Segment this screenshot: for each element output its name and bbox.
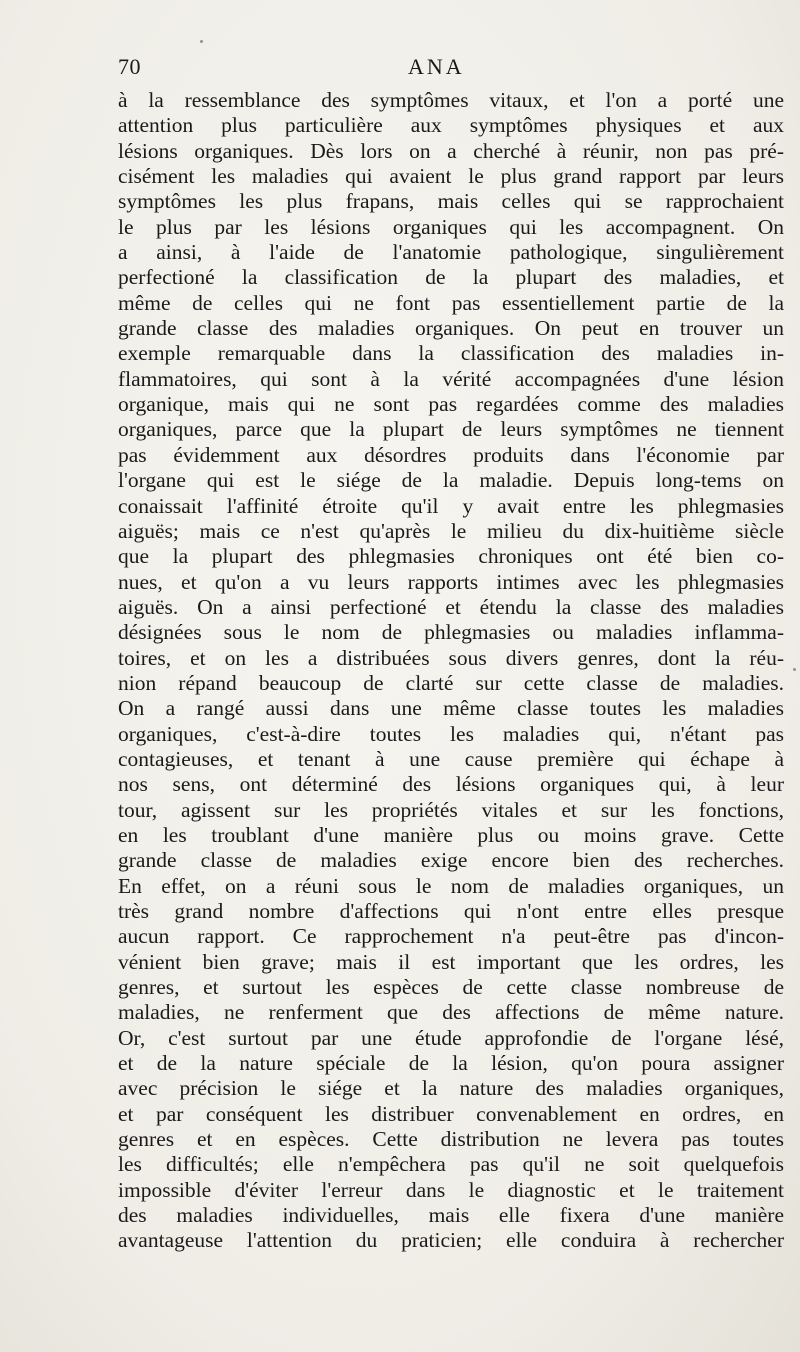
ink-speck [200, 40, 203, 43]
text-line: avantageuse l'attention du praticien; elle conduira à rechercher [118, 1228, 784, 1253]
text-line: a ainsi, à l'aide de l'anatomie pathologique, singulièrement [118, 240, 784, 265]
text-line: nues, et qu'on a vu leurs rapports intimes avec les phlegmasies [118, 569, 784, 594]
text-line: nion répand beaucoup de clarté sur cette classe de maladies. [118, 670, 784, 695]
text-line: genres et en espèces. Cette distribution ne levera pas toutes [118, 1127, 784, 1152]
text-line: désignées sous le nom de phlegmasies ou maladies inflamma- [118, 620, 784, 645]
ink-speck [793, 668, 796, 671]
text-line: lésions organiques. Dès lors on a cherché à réunir, non pas pré- [118, 138, 784, 163]
text-line: nos sens, ont déterminé des lésions organiques qui, à leur [118, 772, 784, 797]
text-line: On a rangé aussi dans une même classe toutes les maladies [118, 696, 784, 721]
text-line: les difficultés; elle n'empêchera pas qu'il ne soit quelquefois [118, 1152, 784, 1177]
text-line: impossible d'éviter l'erreur dans le diagnostic et le traitement [118, 1177, 784, 1202]
text-line: organique, mais qui ne sont pas regardées comme des maladies [118, 392, 784, 417]
text-line: organiques, c'est-à-dire toutes les maladies qui, n'étant pas [118, 721, 784, 746]
body-text [118, 88, 784, 1254]
page-header [118, 54, 738, 86]
text-line: même de celles qui ne font pas essentiellement partie de la [118, 290, 784, 315]
text-line: flammatoires, qui sont à la vérité accompagnées d'une lésion [118, 366, 784, 391]
text-line: genres, et surtout les espèces de cette classe nombreuse de [118, 975, 784, 1000]
text-line: en les troublant d'une manière plus ou moins grave. Cette [118, 822, 784, 847]
text-line: des maladies individuelles, mais elle fixera d'une manière [118, 1203, 784, 1228]
running-head: ANA [408, 54, 465, 79]
text-line: l'organe qui est le siége de la maladie. Depuis long-tems on [118, 468, 784, 493]
text-line: aiguës. On a ainsi perfectioné et étendu la classe des maladies [118, 594, 784, 619]
text-line: grande classe de maladies exige encore bien des recherches. [118, 848, 784, 873]
text-line: avec précision le siége et la nature des maladies organiques, [118, 1076, 784, 1101]
text-line: contagieuses, et tenant à une cause première qui échape à [118, 746, 784, 771]
text-line: perfectioné la classification de la plupart des maladies, et [118, 265, 784, 290]
text-line: à la ressemblance des symptômes vitaux, et l'on a porté une [118, 88, 784, 112]
text-line: et de la nature spéciale de la lésion, qu'on poura assigner [118, 1051, 784, 1076]
text-line: vénient bien grave; mais il est important que les ordres, les [118, 949, 784, 974]
text-line: organiques, parce que la plupart de leurs symptômes ne tiennent [118, 417, 784, 442]
text-line: En effet, on a réuni sous le nom de maladies organiques, un [118, 873, 784, 898]
text-line: et par conséquent les distribuer convenablement en ordres, en [118, 1101, 784, 1126]
text-line: le plus par les lésions organiques qui les accompagnent. On [118, 214, 784, 239]
text-line: conaissait l'affinité étroite qu'il y avait entre les phlegmasies [118, 493, 784, 518]
text-line: pas évidemment aux désordres produits dans l'économie par [118, 442, 784, 467]
text-line: cisément les maladies qui avaient le plus grand rapport par leurs [118, 164, 784, 189]
text-line: aiguës; mais ce n'est qu'après le milieu du dix-huitième siècle [118, 518, 784, 543]
page-number: 70 [118, 54, 141, 79]
text-line: Or, c'est surtout par une étude approfondie de l'organe lésé, [118, 1025, 784, 1050]
text-line: grande classe des maladies organiques. On peut en trouver un [118, 316, 784, 341]
text-line: aucun rapport. Ce rapprochement n'a peut-être pas d'incon- [118, 924, 784, 949]
text-line: exemple remarquable dans la classification des maladies in- [118, 341, 784, 366]
text-line: que la plupart des phlegmasies chroniques ont été bien co- [118, 544, 784, 569]
text-line: attention plus particulière aux symptômes physiques et aux [118, 113, 784, 138]
text-line: tour, agissent sur les propriétés vitales et sur les fonctions, [118, 797, 784, 822]
text-line: très grand nombre d'affections qui n'ont entre elles presque [118, 899, 784, 923]
text-line: symptômes les plus frapans, mais celles qui se rapprochaient [118, 189, 784, 214]
text-line: maladies, ne renferment que des affections de même nature. [118, 1000, 784, 1025]
text-line: toires, et on les a distribuées sous divers genres, dont la réu- [118, 645, 784, 670]
